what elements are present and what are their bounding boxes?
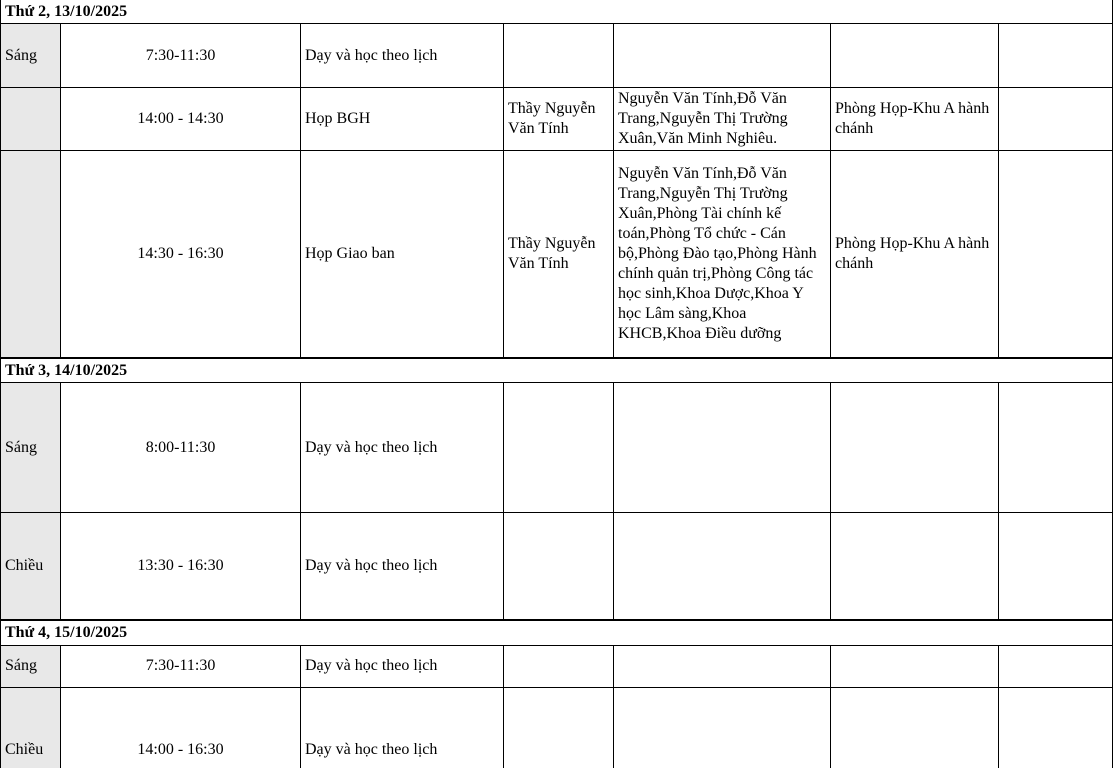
table-row	[1, 88, 1113, 151]
cell-attendees: Nguyễn Văn Tính,Đỗ Văn Trang,Nguyễn Thị Trường Xuân,Văn Minh Nghiêu.	[614, 88, 831, 151]
cell-activity: Dạy và học theo lịch	[301, 24, 504, 88]
cell-activity: Dạy và học theo lịch	[301, 513, 504, 620]
cell-location	[831, 383, 999, 513]
cell-notes	[999, 88, 1113, 151]
table-row	[1, 645, 1113, 687]
cell-notes	[999, 645, 1113, 687]
cell-activity: Dạy và học theo lịch	[301, 687, 504, 768]
table-row	[1, 687, 1113, 768]
cell-activity: Dạy và học theo lịch	[301, 645, 504, 687]
day-header: Thứ 3, 14/10/2025	[1, 359, 1113, 383]
cell-session: Sáng	[1, 24, 61, 88]
cell-chairperson	[504, 24, 614, 88]
cell-location	[831, 513, 999, 620]
cell-attendees	[614, 513, 831, 620]
cell-location	[831, 687, 999, 768]
cell-time: 8:00-11:30	[61, 383, 301, 513]
cell-attendees	[614, 24, 831, 88]
cell-attendees: Nguyễn Văn Tính,Đỗ Văn Trang,Nguyễn Thị Trường Xuân,Phòng Tài chính kế toán,Phòng Tổ chức - Cán bộ,Phòng Đào tạo,Phòng Hành chính quản trị,Phòng Công tác học sinh,Khoa Dược,Khoa Y học Lâm sàng,Khoa KHCB,Khoa Điều dưỡng	[614, 151, 831, 358]
day-table-tuesday	[0, 358, 1113, 620]
day-header-row	[1, 359, 1113, 383]
cell-chairperson	[504, 687, 614, 768]
cell-attendees	[614, 383, 831, 513]
cell-chairperson	[504, 383, 614, 513]
cell-session	[1, 151, 61, 358]
table-row	[1, 151, 1113, 358]
cell-time: 7:30-11:30	[61, 24, 301, 88]
cell-activity: Họp BGH	[301, 88, 504, 151]
cell-session	[1, 88, 61, 151]
cell-activity: Dạy và học theo lịch	[301, 383, 504, 513]
cell-session: Sáng	[1, 383, 61, 513]
cell-session: Chiều	[1, 687, 61, 768]
cell-time: 13:30 - 16:30	[61, 513, 301, 620]
day-header: Thứ 2, 13/10/2025	[1, 0, 1113, 24]
cell-time: 7:30-11:30	[61, 645, 301, 687]
day-header: Thứ 4, 15/10/2025	[1, 621, 1113, 645]
cell-time: 14:00 - 16:30	[61, 687, 301, 768]
table-row	[1, 383, 1113, 513]
day-header-row	[1, 0, 1113, 24]
cell-activity: Họp Giao ban	[301, 151, 504, 358]
cell-location: Phòng Họp-Khu A hành chánh	[831, 151, 999, 358]
day-header-row	[1, 621, 1113, 645]
table-row	[1, 513, 1113, 620]
cell-time: 14:00 - 14:30	[61, 88, 301, 151]
day-table-wednesday	[0, 620, 1113, 768]
table-row	[1, 24, 1113, 88]
cell-notes	[999, 383, 1113, 513]
cell-chairperson	[504, 645, 614, 687]
cell-chairperson: Thầy Nguyễn Văn Tính	[504, 151, 614, 358]
cell-attendees	[614, 645, 831, 687]
cell-session: Chiều	[1, 513, 61, 620]
cell-location	[831, 645, 999, 687]
cell-time: 14:30 - 16:30	[61, 151, 301, 358]
cell-location	[831, 24, 999, 88]
cell-attendees	[614, 687, 831, 768]
cell-notes	[999, 513, 1113, 620]
day-table-monday	[0, 0, 1113, 358]
cell-chairperson: Thầy Nguyễn Văn Tính	[504, 88, 614, 151]
cell-notes	[999, 24, 1113, 88]
cell-session: Sáng	[1, 645, 61, 687]
cell-location: Phòng Họp-Khu A hành chánh	[831, 88, 999, 151]
cell-notes	[999, 151, 1113, 358]
cell-chairperson	[504, 513, 614, 620]
cell-notes	[999, 687, 1113, 768]
